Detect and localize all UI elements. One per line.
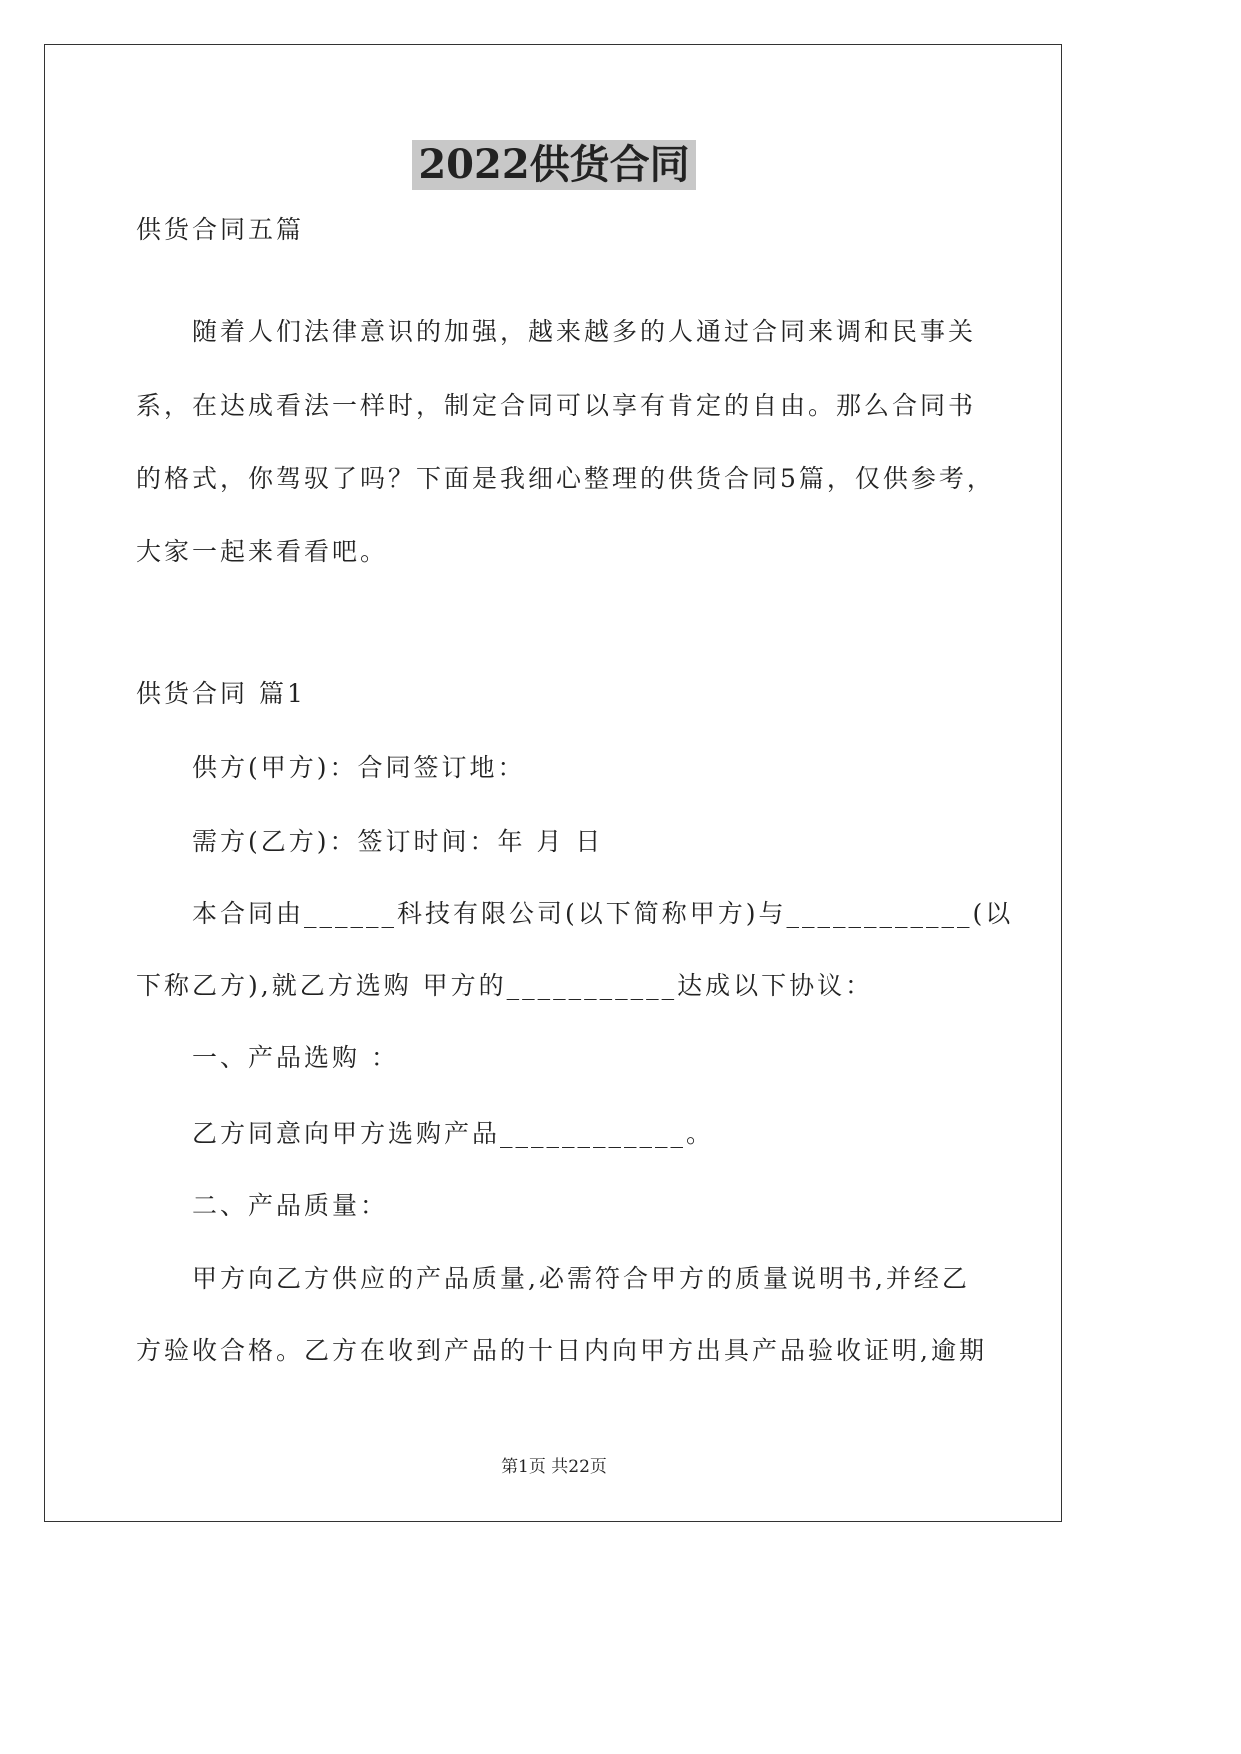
- body-line-6: 乙方同意向甲方选购产品____________。: [192, 1119, 715, 1148]
- body-line-9: 方验收合格。乙方在收到产品的十日内向甲方出具产品验收证明,逾期: [136, 1336, 987, 1365]
- body-line-7: 二、产品质量：: [192, 1191, 389, 1220]
- intro-line-1: 随着人们法律意识的加强，越来越多的人通过合同来调和民事关: [192, 317, 977, 346]
- document-title: 2022供货合同: [412, 140, 695, 190]
- body-line-3: 本合同由______科技有限公司(以下简称甲方)与____________(以: [192, 899, 1014, 928]
- subtitle: 供货合同五篇: [136, 215, 305, 244]
- intro-line-4: 大家一起来看看吧。: [136, 537, 389, 566]
- page-footer: 第1页 共22页: [501, 1457, 607, 1477]
- section-heading: 供货合同 篇1: [136, 679, 306, 708]
- body-line-1: 供方(甲方)：合同签订地：: [192, 753, 526, 782]
- intro-line-2: 系，在达成看法一样时，制定合同可以享有肯定的自由。那么合同书: [136, 391, 977, 420]
- intro-line-3: 的格式，你驾驭了吗？下面是我细心整理的供货合同5篇，仅供参考，: [136, 464, 995, 493]
- body-line-5: 一、产品选购 ：: [192, 1043, 399, 1072]
- document-title-wrap: [0, 140, 1108, 190]
- body-line-4: 下称乙方),就乙方选购 甲方的___________达成以下协议：: [136, 971, 874, 1000]
- body-line-8: 甲方向乙方供应的产品质量,必需符合甲方的质量说明书,并经乙: [192, 1264, 970, 1293]
- body-line-2: 需方(乙方)：签订时间：年 月 日: [192, 827, 604, 856]
